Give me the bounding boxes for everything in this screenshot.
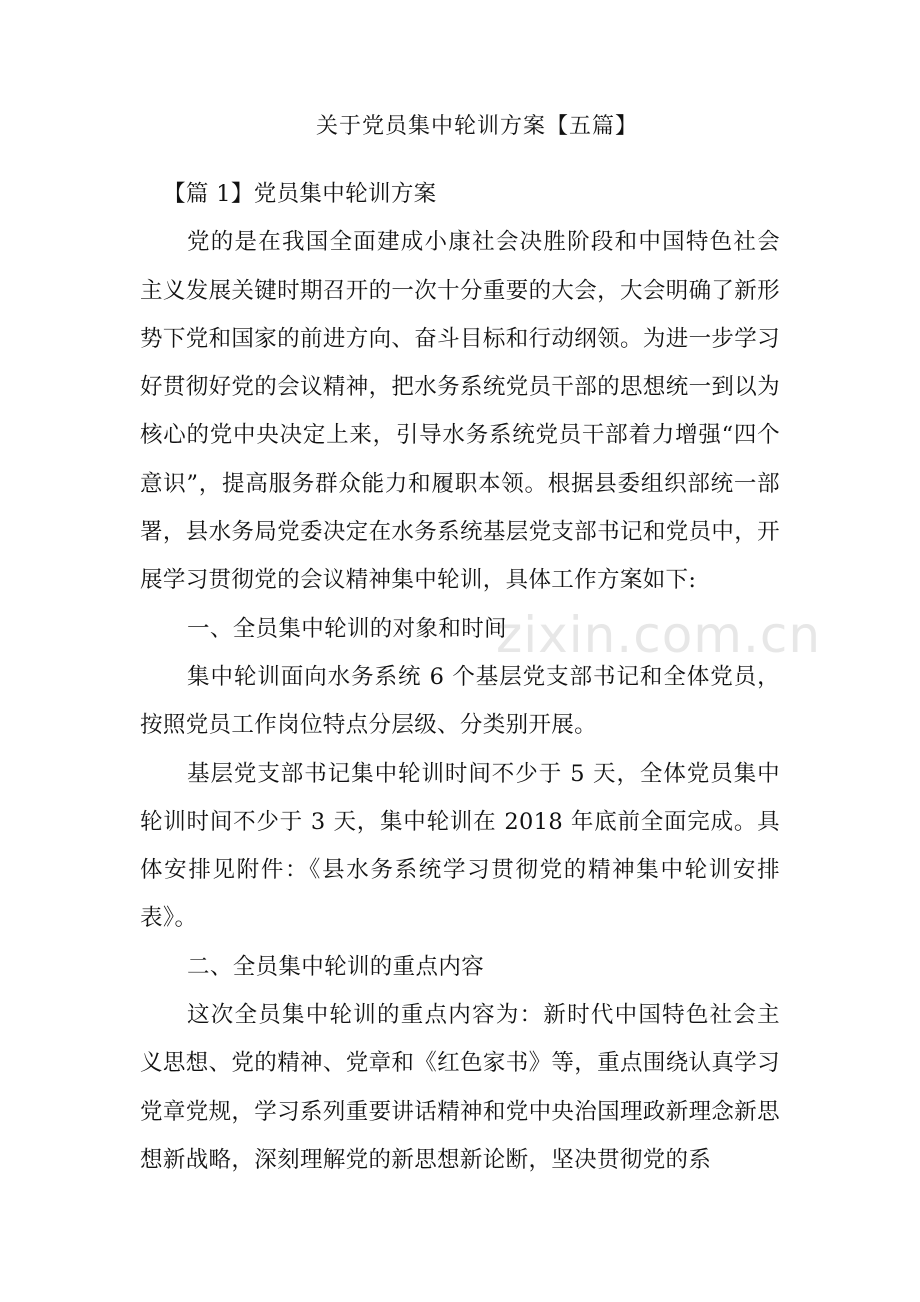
paragraph-schedule: 基层党支部书记集中轮训时间不少于 5 天，全体党员集中轮训时间不少于 3 天，集中轮训在 2018 年底前全面完成。具体安排见附件：《县水务系统学习贯彻党的精神集中轮训安排表》。	[140, 760, 780, 932]
paragraph-content: 这次全员集中轮训的重点内容为：新时代中国特色社会主义思想、党的精神、党章和《红色家书》等，重点围绕认真学习党章党规，学习系列重要讲话精神和党中央治国理政新理念新思想新战略，深刻理解党的新思想新论断，坚决贯彻党的系	[140, 1002, 780, 1173]
heading-two: 二、全员集中轮训的重点内容	[187, 953, 485, 980]
paragraph-intro: 党的是在我国全面建成小康社会决胜阶段和中国特色社会主义发展关键时期召开的一次十分重要的大会，大会明确了新形势下党和国家的前进方向、奋斗目标和行动纲领。为进一步学习好贯彻好党的会议精神，把水务系统党员干部的思想统一到以为核心的党中央决定上来，引导水务系统党员干部着力增强“四个意识”，提高服务群众能力和履职本领。根据县委组织部统一部署，县水务局党委决定在水务系统基层党支部书记和党员中，开展学习贯彻党的会议精神集中轮训，具体工作方案如下:	[140, 229, 780, 594]
section-heading: 【篇 1】党员集中轮训方案	[163, 181, 437, 207]
document-body	[140, 170, 780, 1184]
document-title: 关于党员集中轮训方案【五篇】	[315, 114, 638, 139]
paragraph-targets: 集中轮训面向水务系统 6 个基层党支部书记和全体党员，按照党员工作岗位特点分层级、分类别开展。	[140, 663, 780, 739]
heading-one: 一、全员集中轮训的对象和时间	[187, 615, 507, 642]
watermark: zixin.com.cn	[496, 606, 822, 664]
